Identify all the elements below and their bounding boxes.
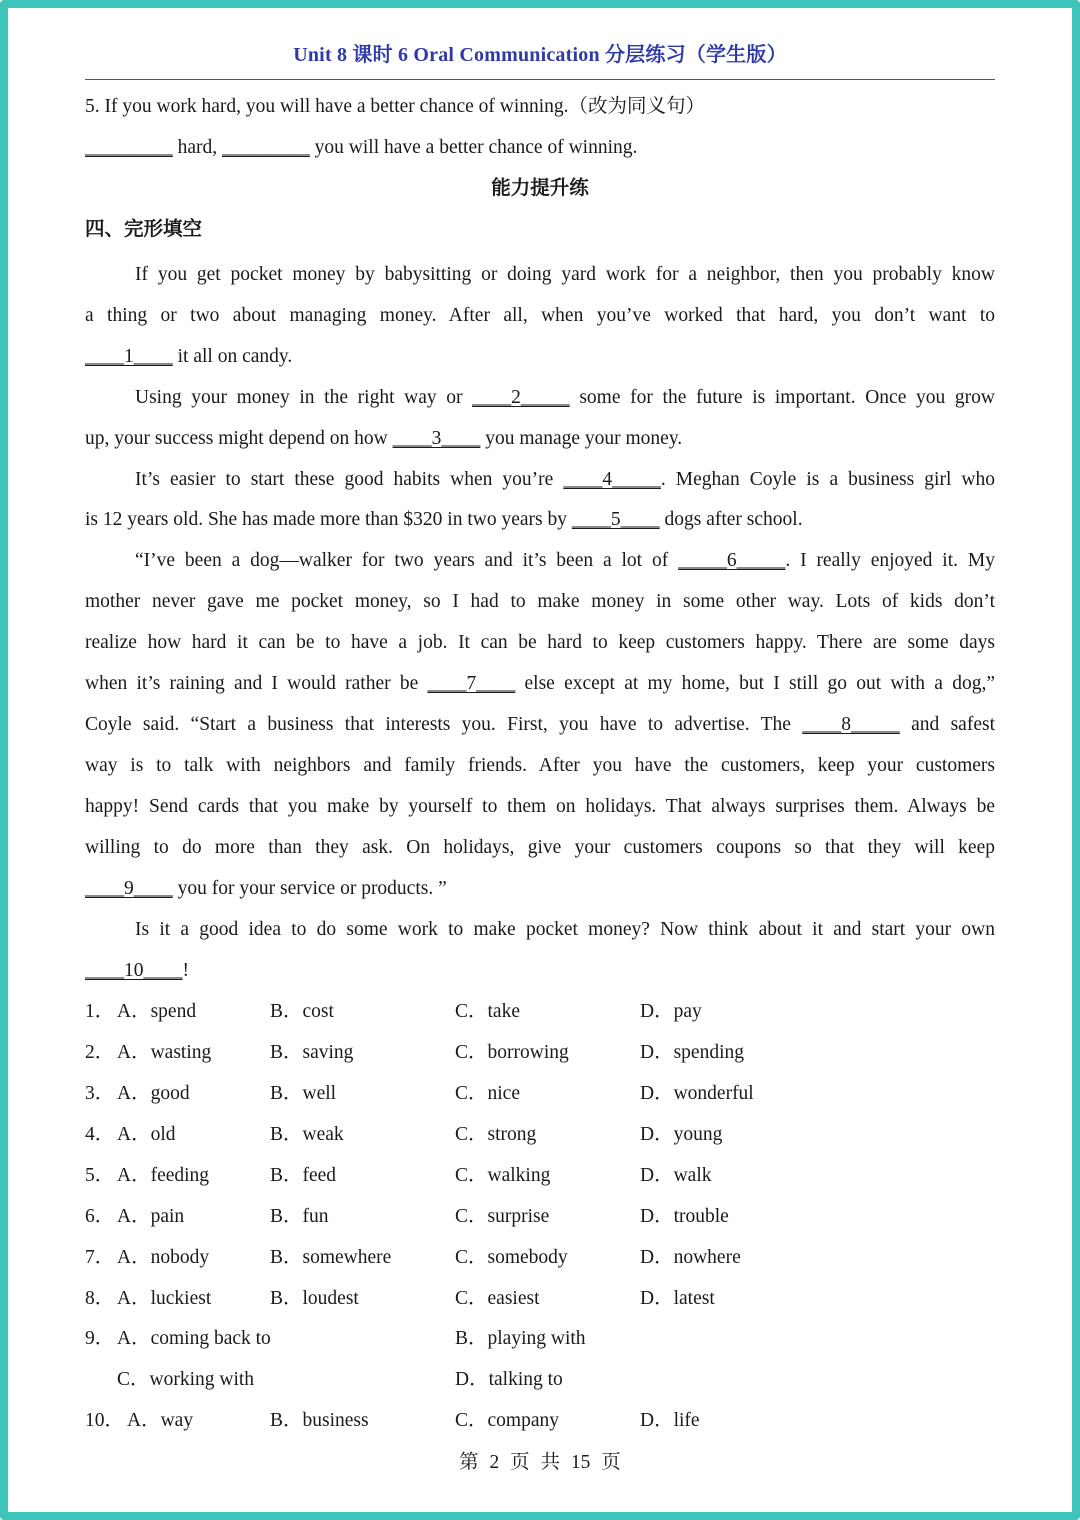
q5-blank-a[interactable]: _________ [85, 137, 173, 158]
cloze-blank-7: ____7____ [427, 673, 516, 694]
option-c[interactable]: C．strong [455, 1124, 537, 1145]
option-num: 10． [85, 1410, 125, 1431]
option-c[interactable]: C．somebody [455, 1247, 568, 1268]
passage-text: . Meghan Coyle is a business girl who [660, 469, 996, 490]
q5-text-b: hard, [172, 137, 223, 158]
section-title: 能力提升练 [491, 178, 589, 199]
option-d[interactable]: D．life [640, 1410, 700, 1431]
passage-p4-line1 [135, 549, 995, 573]
option-d[interactable]: D．pay [640, 1001, 702, 1022]
option-d[interactable]: D．spending [640, 1042, 744, 1063]
passage-text: it all on candy. [172, 346, 293, 367]
passage-text: up, your success might depend on how [85, 428, 393, 449]
option-a[interactable]: A．nobody [117, 1247, 210, 1268]
passage-text: Using your money in the right way or [135, 387, 473, 408]
section-heading: 四、完形填空 [85, 219, 203, 240]
option-row-7 [85, 1246, 995, 1272]
cloze-blank-4: ____4_____ [563, 469, 661, 490]
option-a[interactable]: A．coming back to [117, 1328, 271, 1349]
passage-text: is 12 years old. She has made more than $320 in two years by [85, 509, 572, 530]
passage-p5-line1: Is it a good idea to do some work to make pocket money? Now think about it and start your own [135, 919, 995, 940]
option-b[interactable]: B．playing with [455, 1328, 586, 1349]
option-a[interactable]: A．spend [117, 1001, 197, 1022]
cloze-blank-5: ____5____ [571, 509, 660, 530]
option-b[interactable]: B．business [270, 1410, 369, 1431]
passage-text: “I’ve been a dog—walker for two years and it’s been a lot of [135, 550, 679, 571]
passage-p4-line5 [85, 713, 995, 737]
passage-text: . I really enjoyed it. My [785, 550, 995, 571]
option-a[interactable]: A．old [117, 1124, 176, 1145]
option-a[interactable]: A．pain [117, 1206, 185, 1227]
option-c[interactable]: C．walking [455, 1165, 551, 1186]
passage-text: ! [182, 960, 189, 981]
option-d[interactable]: D．walk [640, 1165, 712, 1186]
passage-p4-line6: way is to talk with neighbors and family friends. After you have the customers, keep your customers [85, 755, 995, 776]
option-num: 8． [85, 1288, 115, 1309]
cloze-blank-2: ____2_____ [472, 387, 570, 408]
option-d[interactable]: D．young [640, 1124, 723, 1145]
option-a[interactable]: A．good [117, 1083, 190, 1104]
option-row-2 [85, 1041, 995, 1067]
option-c[interactable]: C．company [455, 1410, 559, 1431]
passage-text: It’s easier to start these good habits when you’re [135, 469, 564, 490]
q5-blank-b[interactable]: _________ [222, 137, 310, 158]
passage-p2-line1 [135, 386, 995, 410]
option-a[interactable]: A．wasting [117, 1042, 212, 1063]
passage-p4-line8: willing to do more than they ask. On holidays, give your customers coupons so that they will keep [85, 837, 995, 858]
page-header-title: Unit 8 课时 6 Oral Communication 分层练习（学生版） [293, 44, 787, 66]
option-d[interactable]: D．latest [640, 1288, 715, 1309]
passage-p1-line1: If you get pocket money by babysitting or doing yard work for a neighbor, then you probably know [135, 264, 995, 285]
option-b[interactable]: B．loudest [270, 1288, 359, 1309]
passage-p4-line4 [85, 672, 995, 696]
passage-text: you manage your money. [480, 428, 683, 449]
option-num: 5． [85, 1165, 115, 1186]
header-divider [85, 79, 995, 80]
passage-p2-line2 [85, 427, 995, 451]
option-b[interactable]: B．cost [270, 1001, 334, 1022]
passage-text: when it’s raining and I would rather be [85, 673, 428, 694]
option-a[interactable]: A．way [127, 1410, 194, 1431]
option-row-4 [85, 1123, 995, 1149]
page-number: 第 2 页 共 15 页 [459, 1452, 621, 1473]
q5-answer-line [85, 136, 995, 160]
option-d[interactable]: D．talking to [455, 1369, 563, 1390]
option-row-6 [85, 1205, 995, 1231]
option-num: 4． [85, 1124, 115, 1145]
option-c[interactable]: C．surprise [455, 1206, 550, 1227]
passage-p3-line1 [135, 468, 995, 492]
q5-prompt: 5. If you work hard, you will have a better chance of winning.（改为同义句） [85, 96, 706, 117]
option-row-8 [85, 1287, 995, 1313]
option-c[interactable]: C．nice [455, 1083, 520, 1104]
passage-p4-line3: realize how hard it can be to have a job. It can be hard to keep customers happy. There are some days [85, 632, 995, 653]
option-b[interactable]: B．fun [270, 1206, 329, 1227]
option-c[interactable]: C．working with [117, 1369, 255, 1390]
passage-p5-line2 [85, 959, 995, 983]
cloze-blank-9: ____9____ [85, 878, 173, 899]
option-num: 7． [85, 1247, 115, 1268]
option-b[interactable]: B．somewhere [270, 1247, 392, 1268]
passage-text: and safest [899, 714, 995, 735]
option-num: 3． [85, 1083, 115, 1104]
option-num: 2． [85, 1042, 115, 1063]
option-row-1 [85, 1000, 995, 1026]
option-a[interactable]: A．feeding [117, 1165, 210, 1186]
option-a[interactable]: A．luckiest [117, 1288, 212, 1309]
cloze-blank-3: ____3____ [392, 428, 481, 449]
option-c[interactable]: C．take [455, 1001, 520, 1022]
passage-text: you for your service or products. ” [172, 878, 447, 899]
passage-p3-line2 [85, 508, 995, 532]
cloze-blank-6: _____6_____ [678, 550, 786, 571]
option-d[interactable]: D．wonderful [640, 1083, 754, 1104]
passage-p4-line2: mother never gave me pocket money, so I had to make money in some other way. Lots of kids don’t [85, 591, 995, 612]
passage-text: Coyle said. “Start a business that interests you. First, you have to advertise. The [85, 714, 803, 735]
passage-p1-line2: a thing or two about managing money. After all, when you’ve worked that hard, you don’t want to [85, 305, 995, 326]
option-b[interactable]: B．saving [270, 1042, 354, 1063]
option-c[interactable]: C．easiest [455, 1288, 540, 1309]
passage-p1-line3 [85, 345, 995, 369]
passage-text: else except at my home, but I still go out with a dog,” [515, 673, 995, 694]
option-row-9 [85, 1327, 995, 1353]
option-row-3 [85, 1082, 995, 1108]
option-b[interactable]: B．feed [270, 1165, 337, 1186]
passage-text: dogs after school. [659, 509, 803, 530]
passage-p4-line7: happy! Send cards that you make by yourself to them on holidays. That always surprises them. Always be [85, 796, 995, 817]
option-b[interactable]: B．well [270, 1083, 337, 1104]
passage-p4-line9 [85, 877, 995, 901]
option-d[interactable]: D．nowhere [640, 1247, 741, 1268]
cloze-blank-10: ____10____ [85, 960, 183, 981]
cloze-blank-1: ____1____ [85, 346, 173, 367]
option-d[interactable]: D．trouble [640, 1206, 729, 1227]
cloze-blank-8: ____8_____ [802, 714, 900, 735]
option-num: 9． [85, 1328, 115, 1349]
q5-text-c: you will have a better chance of winning. [309, 137, 638, 158]
option-num: 6． [85, 1206, 115, 1227]
option-row-5 [85, 1164, 995, 1190]
option-row-10 [85, 1409, 995, 1435]
option-num: 1． [85, 1001, 115, 1022]
passage-text: some for the future is important. Once you grow [569, 387, 995, 408]
option-b[interactable]: B．weak [270, 1124, 344, 1145]
option-c[interactable]: C．borrowing [455, 1042, 569, 1063]
option-row-9b [85, 1368, 995, 1394]
